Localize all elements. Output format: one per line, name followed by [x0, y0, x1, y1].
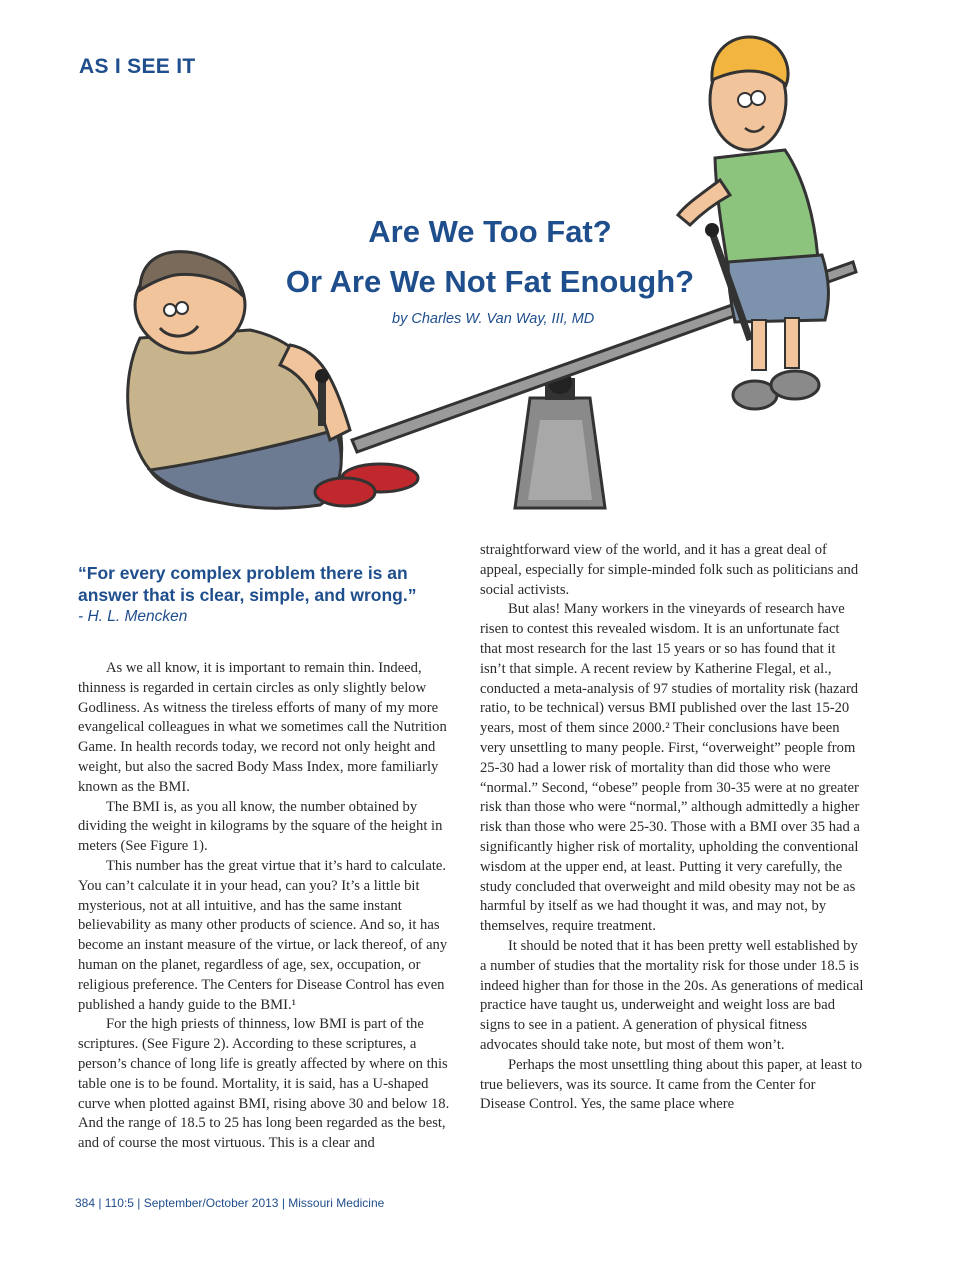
- paragraph: For the high priests of thinness, low BMI is part of the scriptures. (See Figure 2). According to these scriptures, a person’s chance of long life is greatly affected by where on this table one is to be found. Mortality, it is said, has a U-shaped curve when plotted against BMI, rising above 30 and below 18. And the range of 18.5 to 25 has long been regarded as the best, and of course the most virtuous. This is a clear and: [78, 1016, 450, 1152]
- article-title-line1: Are We Too Fat?: [368, 214, 612, 249]
- paragraph: But alas! Many workers in the vineyards of research have risen to contest this revealed wisdom. It is an unfortunate fact that most research for the last 15 years or so has found that it isn’t that simple. A recent review by Katherine Flegal, et al., conducted a meta-analysis of 97 studies of mortality risk (hazard ratio, to be technical) versus BMI published over the last 15-20 years, most of them since 2000.² Their conclusions have been very unsettling to many people. First, “overweight” people from 25-30 had a lower risk of mortality than did those who were “normal.” Second, “obese” people from 30-35 were at no greater risk than those who were “normal,” although admittedly a higher risk than those who were 25-30. Those with a BMI over 35 had a significantly higher risk of mortality, upholding the conventional wisdom at the upper end, at least. Putting it very carefully, the study concluded that overweight and mild obesity may not be as harmful by itself as we had thought it was, and may not, by themselves, require treatment.: [480, 601, 860, 935]
- paragraph: As we all know, it is important to remain thin. Indeed, thinness is regarded in certain circles as only slightly below Godliness. As witness the tireless efforts of many of my more evangelical colleagues in what we sometimes call the Nutrition Game. In health records today, we record not only height and weight, but also the sacred Body Mass Index, more familiarly known as the BMI.: [78, 660, 447, 795]
- paragraph: straightforward view of the world, and it has a great deal of appeal, especially for simple-minded folk such as politicians and social activists.: [480, 542, 859, 598]
- body-column-left: [78, 659, 462, 1154]
- article-byline: by Charles W. Van Way, III, MD: [392, 311, 595, 327]
- section-label: AS I SEE IT: [79, 55, 196, 78]
- epigraph-quote: “For every complex problem there is an answer that is clear, simple, and wrong.”: [78, 563, 417, 605]
- paragraph: The BMI is, as you all know, the number obtained by dividing the weight in kilograms by the square of the height in meters (See Figure 1).: [78, 798, 443, 855]
- article-title-line2: Or Are We Not Fat Enough?: [285, 264, 695, 299]
- epigraph-author: - H. L. Mencken: [78, 608, 188, 625]
- body-column-right: [480, 541, 864, 1115]
- page-footer: 384 | 110:5 | September/October 2013 | Missouri Medicine: [75, 1196, 385, 1210]
- paragraph: It should be noted that it has been pretty well established by a number of studies that the mortality risk for those under 18.5 is indeed higher than for those in the 20s. As generations of medical practice have taught us, underweight and weight loss are bad signs to see in a patient. A generation of physical fitness advocates should take note, but most of them won’t.: [480, 937, 864, 1053]
- paragraph: Perhaps the most unsettling thing about this paper, at least to true believers, was its source. It came from the Center for Disease Control. Yes, the same place where: [480, 1056, 863, 1113]
- paragraph: This number has the great virtue that it’s hard to calculate. You can’t calculate it in your head, can you? It’s a little bit mysterious, not at all intuitive, and has the same instant believability as many other products of science. And so, it has become an instant measure of the virtue, or lack thereof, of any human on the planet, regardless of age, sex, occupation, or religious preference. The Centers for Disease Control has even published a handy guide to the BMI.¹: [78, 857, 448, 1013]
